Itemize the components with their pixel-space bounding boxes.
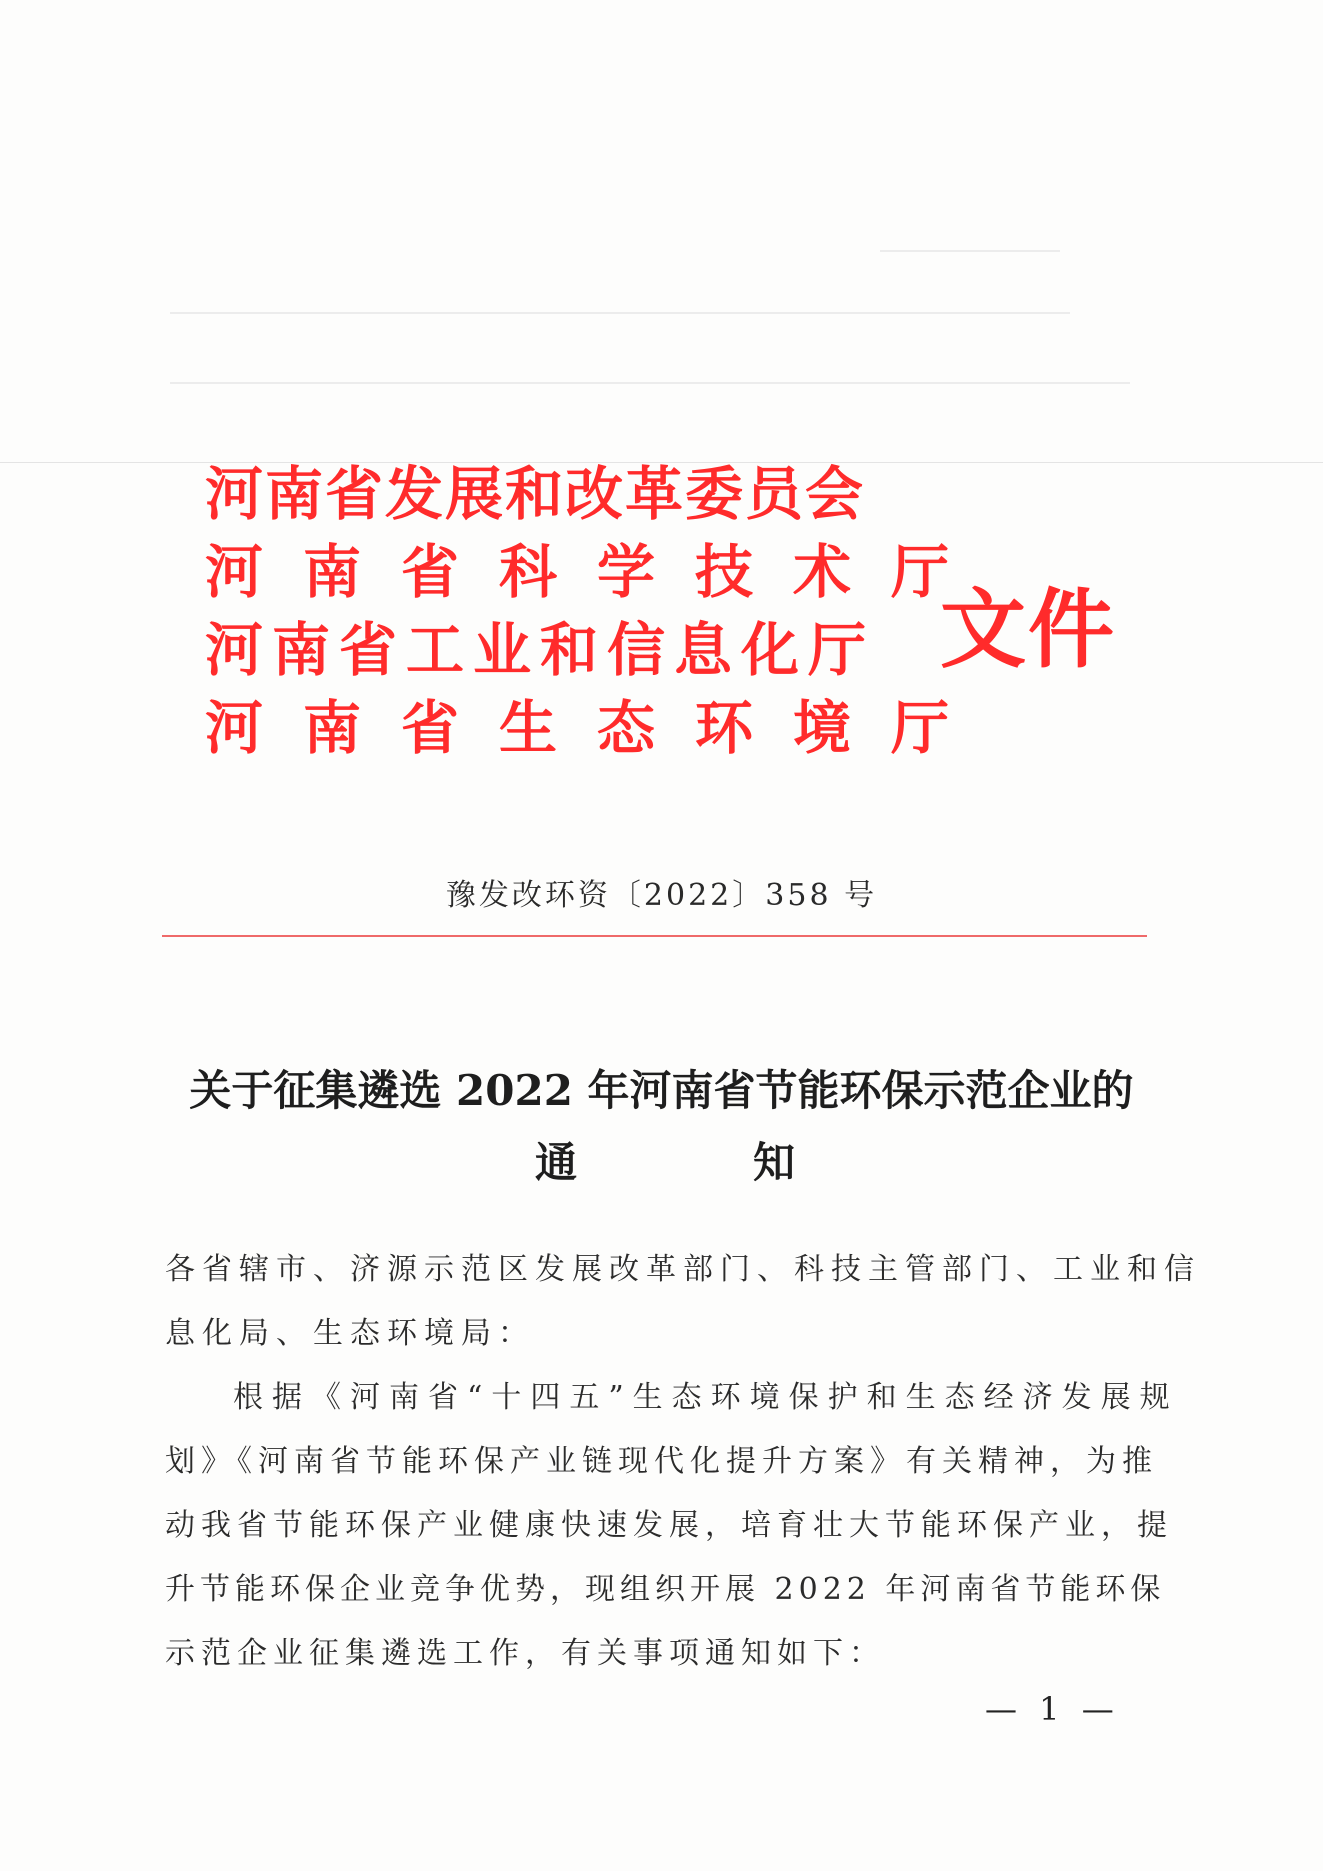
- text-line: [165, 1302, 1140, 1366]
- agency-line: [205, 611, 920, 689]
- agency-line: [205, 689, 990, 767]
- text-line: [165, 1558, 1166, 1622]
- agency-name: 河南省科学技术厅: [205, 538, 990, 606]
- text-line: [165, 1366, 1179, 1430]
- text-line: [165, 1430, 1158, 1494]
- title-char: 知: [752, 1138, 795, 1187]
- page-number: — 1 —: [985, 1690, 1120, 1728]
- paragraph-line: 根据《河南省“十四五”生态环境保护和生态经济发展规: [233, 1380, 1179, 1415]
- salutation: [165, 1238, 1201, 1366]
- paragraph-line: 划》《河南省节能环保产业链现代化提升方案》有关精神，为推: [165, 1444, 1158, 1479]
- issuing-agencies: [205, 455, 990, 767]
- paragraph-line: 动我省节能环保产业健康快速发展，培育壮大节能环保产业，提: [165, 1508, 1173, 1543]
- red-divider: [162, 935, 1147, 937]
- agency-line: [205, 455, 920, 533]
- scan-artifact: [880, 250, 1060, 252]
- agency-line: [205, 533, 990, 611]
- salutation-line: 息化局、生态环境局：: [165, 1316, 535, 1351]
- document-title: 关于征集遴选 2022 年河南省节能环保示范企业的: [189, 1066, 1134, 1115]
- title-char: 通: [535, 1138, 578, 1187]
- paragraph-line: 升节能环保企业竞争优势，现组织开展 2022 年河南省节能环保: [165, 1572, 1166, 1607]
- document-title-notice: [535, 1130, 795, 1190]
- paragraph-line: 示范企业征集遴选工作，有关事项通知如下：: [165, 1636, 885, 1671]
- agency-name: 河南省工业和信息化厅: [205, 616, 876, 684]
- agency-name: 河南省发展和改革委员会: [205, 460, 866, 528]
- scan-artifact: [170, 312, 1070, 314]
- document-number: 豫发改环资〔2022〕358 号: [445, 878, 878, 913]
- salutation-line: 各省辖市、济源示范区发展改革部门、科技主管部门、工业和信: [165, 1252, 1201, 1287]
- text-line: [165, 1238, 1201, 1302]
- file-label: 文件: [940, 580, 1116, 680]
- scan-artifact: [170, 382, 1130, 384]
- agency-name: 河南省生态环境厅: [205, 694, 990, 762]
- paragraph-1: [165, 1366, 1179, 1686]
- text-line: [165, 1622, 1140, 1686]
- text-line: [165, 1494, 1173, 1558]
